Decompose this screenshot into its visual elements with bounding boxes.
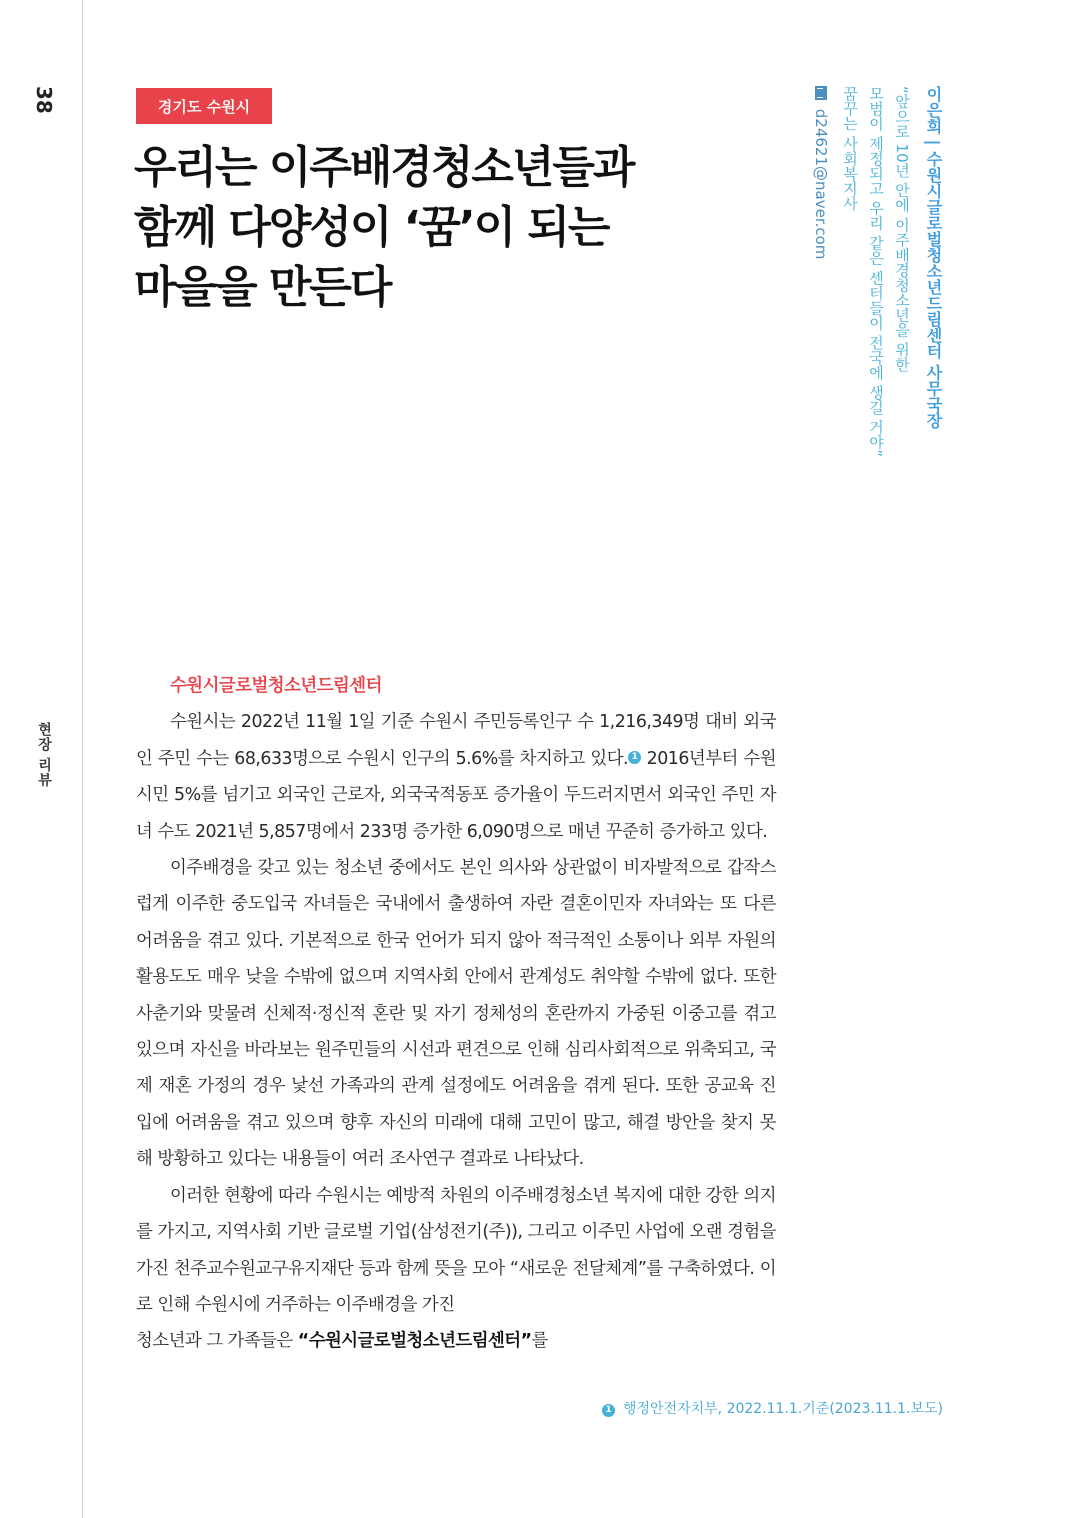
sub-heading: 수원시글로벌청소년드림센터 <box>170 676 382 696</box>
title-line: 우리는 이주배경청소년들과 <box>134 142 634 193</box>
footnote-text: 행정안전자치부, 2022.11.1.기준(2023.11.1.보도) <box>623 1401 943 1417</box>
mail-icon <box>815 86 827 100</box>
footnote-marker[interactable]: 1 <box>628 751 641 764</box>
side-divider <box>82 0 83 1518</box>
paragraph: 이주배경을 갖고 있는 청소년 중에서도 본인 의사와 상관없이 비자발적으로 갑작스럽게 이주한 중도입국 자녀들은 국내에서 출생하여 자란 결혼이민자 자녀와는 또 다른 어려움을 겪고 있다. 기본적으로 한국 언어가 되지 않아 적극적인 소통이나 외부 자원의 활용도도 매우 낮을 수밖에 없으며 지역사회 안에서 관계성도 취약할 수밖에 없다. 또한 사춘기와 맞물려 신체적·정신적 혼란 및 자기 정체성의 혼란까지 가중된 이중고를 겪고 있으며 자신을 바라보는 원주민들의 시선과 편견으로 인해 심리사회적으로 위축되고, 국제 재혼 가정의 경우 낯선 가족과의 관계 설정에도 어려움을 겪게 된다. 또한 공교육 진입에 어려움을 겪고 있으며 향후 자신의 미래에 대해 고민이 많고, 해결 방안을 찾지 못해 방황하고 있다는 내용들이 여러 조사연구 결과로 나타났다. <box>136 858 776 1170</box>
section-label: 현장 리뷰 <box>36 722 52 788</box>
author-email-row[interactable] <box>812 86 830 259</box>
paragraph-text: 청소년과 그 가족들은 <box>136 1331 298 1352</box>
author-quote: 꿈꾸는 사회복지사 <box>841 86 859 211</box>
page-number: 38 <box>32 86 56 114</box>
author-quote: “앞으로 10년 안에 이주배경청소년을 위한 <box>893 86 911 372</box>
article-body <box>136 668 776 1360</box>
paragraph-line <box>136 1323 776 1359</box>
footnote-marker: 1 <box>602 1404 615 1417</box>
region-badge: 경기도 수원시 <box>136 88 272 124</box>
paragraph <box>136 704 776 850</box>
paragraph-text: 2016년부터 수원시민 5%를 넘기고 외국인 근로자, 외국국적동포 증가율이 두드러지면서 외국인 주민 자녀 수도 2021년 5,857명에서 233명 증가한 6,090명으로 매년 꾸준히 증가하고 있다. <box>136 748 776 842</box>
author-quote: 모범이 제정되고 우리 같은 센터들이 전국에 생길 거야” <box>867 86 885 458</box>
author-name-role: 이은희 | 수원시글로벌청소년드림센터 사무국장 <box>924 86 943 429</box>
paragraph-text: 수원시는 2022년 11월 1일 기준 수원시 주민등록인구 수 1,216,349명 대비 외국인 주민 수는 68,633명으로 수원시 인구의 5.6%를 차지하고 있다. <box>136 712 776 769</box>
center-name-emphasis: “수원시글로벌청소년드림센터” <box>297 1331 532 1352</box>
title-line: 함께 다양성이 ‘꿈’이 되는 <box>134 202 609 253</box>
title-line: 마을을 만든다 <box>134 262 391 313</box>
footnote <box>602 1398 943 1418</box>
article-title <box>134 138 774 318</box>
paragraph: 이러한 현황에 따라 수원시는 예방적 차원의 이주배경청소년 복지에 대한 강한 의지를 가지고, 지역사회 기반 글로벌 기업(삼성전기(주)), 그리고 이주민 사업에 오랜 경험을 가진 천주교수원교구유지재단 등과 함께 뜻을 모아 “새로운 전달체계”를 구축하였다. 이로 인해 수원시에 거주하는 이주배경을 가진 <box>136 1185 776 1315</box>
author-email[interactable]: d24621@naver.com <box>812 108 830 260</box>
paragraph-text: 를 <box>531 1331 548 1352</box>
